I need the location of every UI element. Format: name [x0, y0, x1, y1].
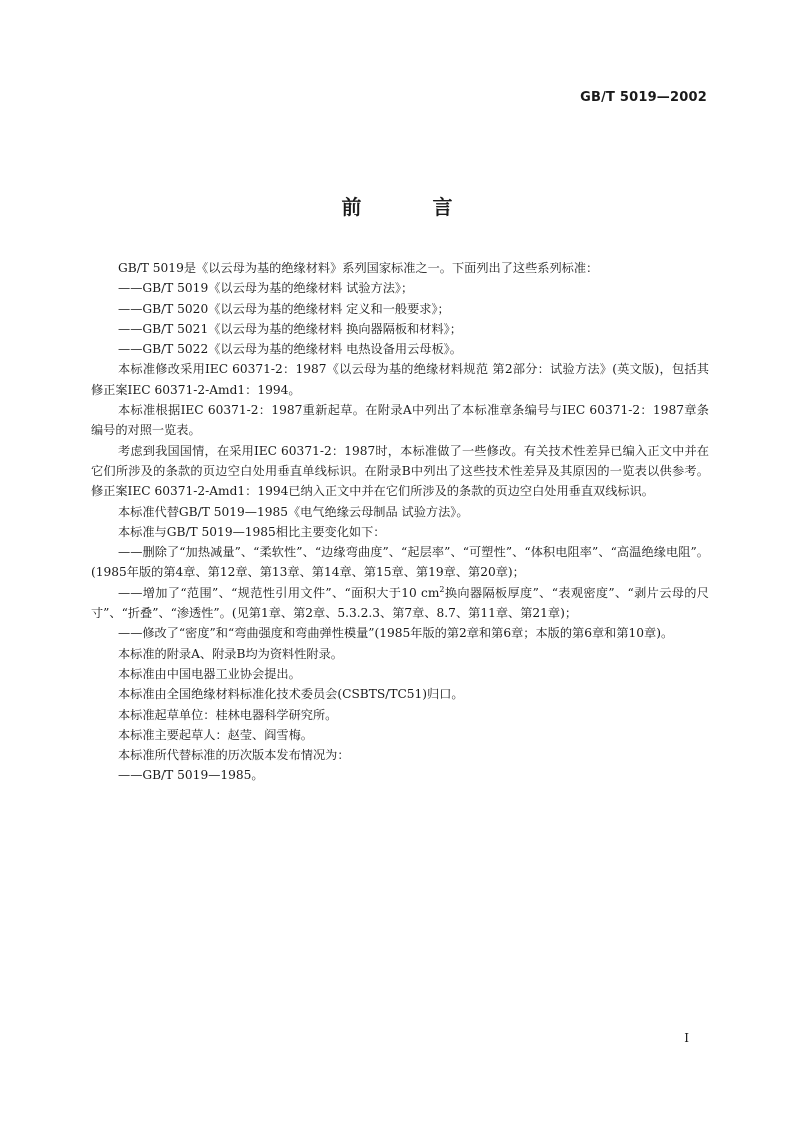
- change-item-modified: ——修改了“密度”和“弯曲强度和弯曲弹性模量”(1985年版的第2章和第6章；本版的第6章和第10章)。: [118, 626, 674, 641]
- list-item-5019: ——GB/T 5019《以云母为基的绝缘材料 试验方法》；: [118, 281, 414, 296]
- paragraph-redrafting: 本标准根据IEC 60371-2：1987重新起草。在附录A中列出了本标准章条编号与IEC 60371-2：1987章条编号的对照一览表。: [91, 403, 709, 438]
- paragraph-adoption: 本标准修改采用IEC 60371-2：1987《以云母为基的绝缘材料规范 第2部分：试验方法》(英文版)，包括其修正案IEC 60371-2-Amd1：1994。: [91, 362, 709, 397]
- list-item-5022: ——GB/T 5022《以云母为基的绝缘材料 电热设备用云母板》。: [118, 342, 462, 357]
- change-item-deleted: ——删除了“加热减量”、“柔软性”、“边缘弯曲度”、“起层率”、“可塑性”、“体积电阻率”、“高温绝缘电阻”。(1985年版的第4章、第12章、第13章、第14章、第15章、第19章、第20章)；: [91, 545, 709, 580]
- superscript-2: 2: [439, 584, 445, 594]
- list-item-5020: ——GB/T 5020《以云母为基的绝缘材料 定义和一般要求》；: [118, 301, 450, 316]
- change-item-added: [91, 583, 709, 624]
- paragraph-drafting-unit: 本标准起草单位：桂林电器科学研究所。: [118, 707, 338, 722]
- paragraph-history-intro: 本标准所代替标准的历次版本发布情况为：: [118, 748, 350, 763]
- history-item-1985: ——GB/T 5019—1985。: [118, 768, 264, 783]
- page-number: I: [684, 1031, 689, 1045]
- paragraph-intro: GB/T 5019是《以云母为基的绝缘材料》系列国家标准之一。下面列出了这些系列标准：: [118, 261, 599, 275]
- paragraph-modifications: 考虑到我国国情，在采用IEC 60371-2：1987时，本标准做了一些修改。有关技术性差异已编入正文中并在它们所涉及的条款的页边空白处用垂直单线标识。在附录B中列出了这些技术性差异及其原因的一览表以供参考。修正案IEC 60371-2-Amd1：1994已纳入正文中并在它们所涉及的条款的页边空白处用垂直双线标识。: [91, 443, 709, 499]
- paragraph-centralized-by: 本标准由全国绝缘材料标准化技术委员会(CSBTS/TC51)归口。: [118, 687, 464, 702]
- foreword-body: [91, 258, 709, 786]
- paragraph-drafters: 本标准主要起草人：赵莹、阎雪梅。: [118, 727, 313, 742]
- paragraph-proposed-by: 本标准由中国电器工业协会提出。: [118, 666, 301, 681]
- change-item-added-text-after: 换向器隔板厚度”、“表观密度”、“剥片云母的尺寸”、“折叠”、“渗透性”。(见第1章、第2章、5.3.2.3、第7章、8.7、第11章、第21章)；: [91, 585, 709, 621]
- page-title: 前 言: [341, 195, 485, 219]
- change-item-added-text-before: ——增加了“范围”、“规范性引用文件”、“面积大于10 cm: [118, 585, 440, 600]
- standard-code: GB/T 5019—2002: [580, 90, 707, 105]
- paragraph-replaces: 本标准代替GB/T 5019—1985《电气绝缘云母制品 试验方法》。: [118, 504, 469, 519]
- list-item-5021: ——GB/T 5021《以云母为基的绝缘材料 换向器隔板和材料》；: [118, 321, 462, 336]
- paragraph-annexes: 本标准的附录A、附录B均为资料性附录。: [118, 646, 343, 661]
- paragraph-changes-intro: 本标准与GB/T 5019—1985相比主要变化如下：: [118, 524, 386, 539]
